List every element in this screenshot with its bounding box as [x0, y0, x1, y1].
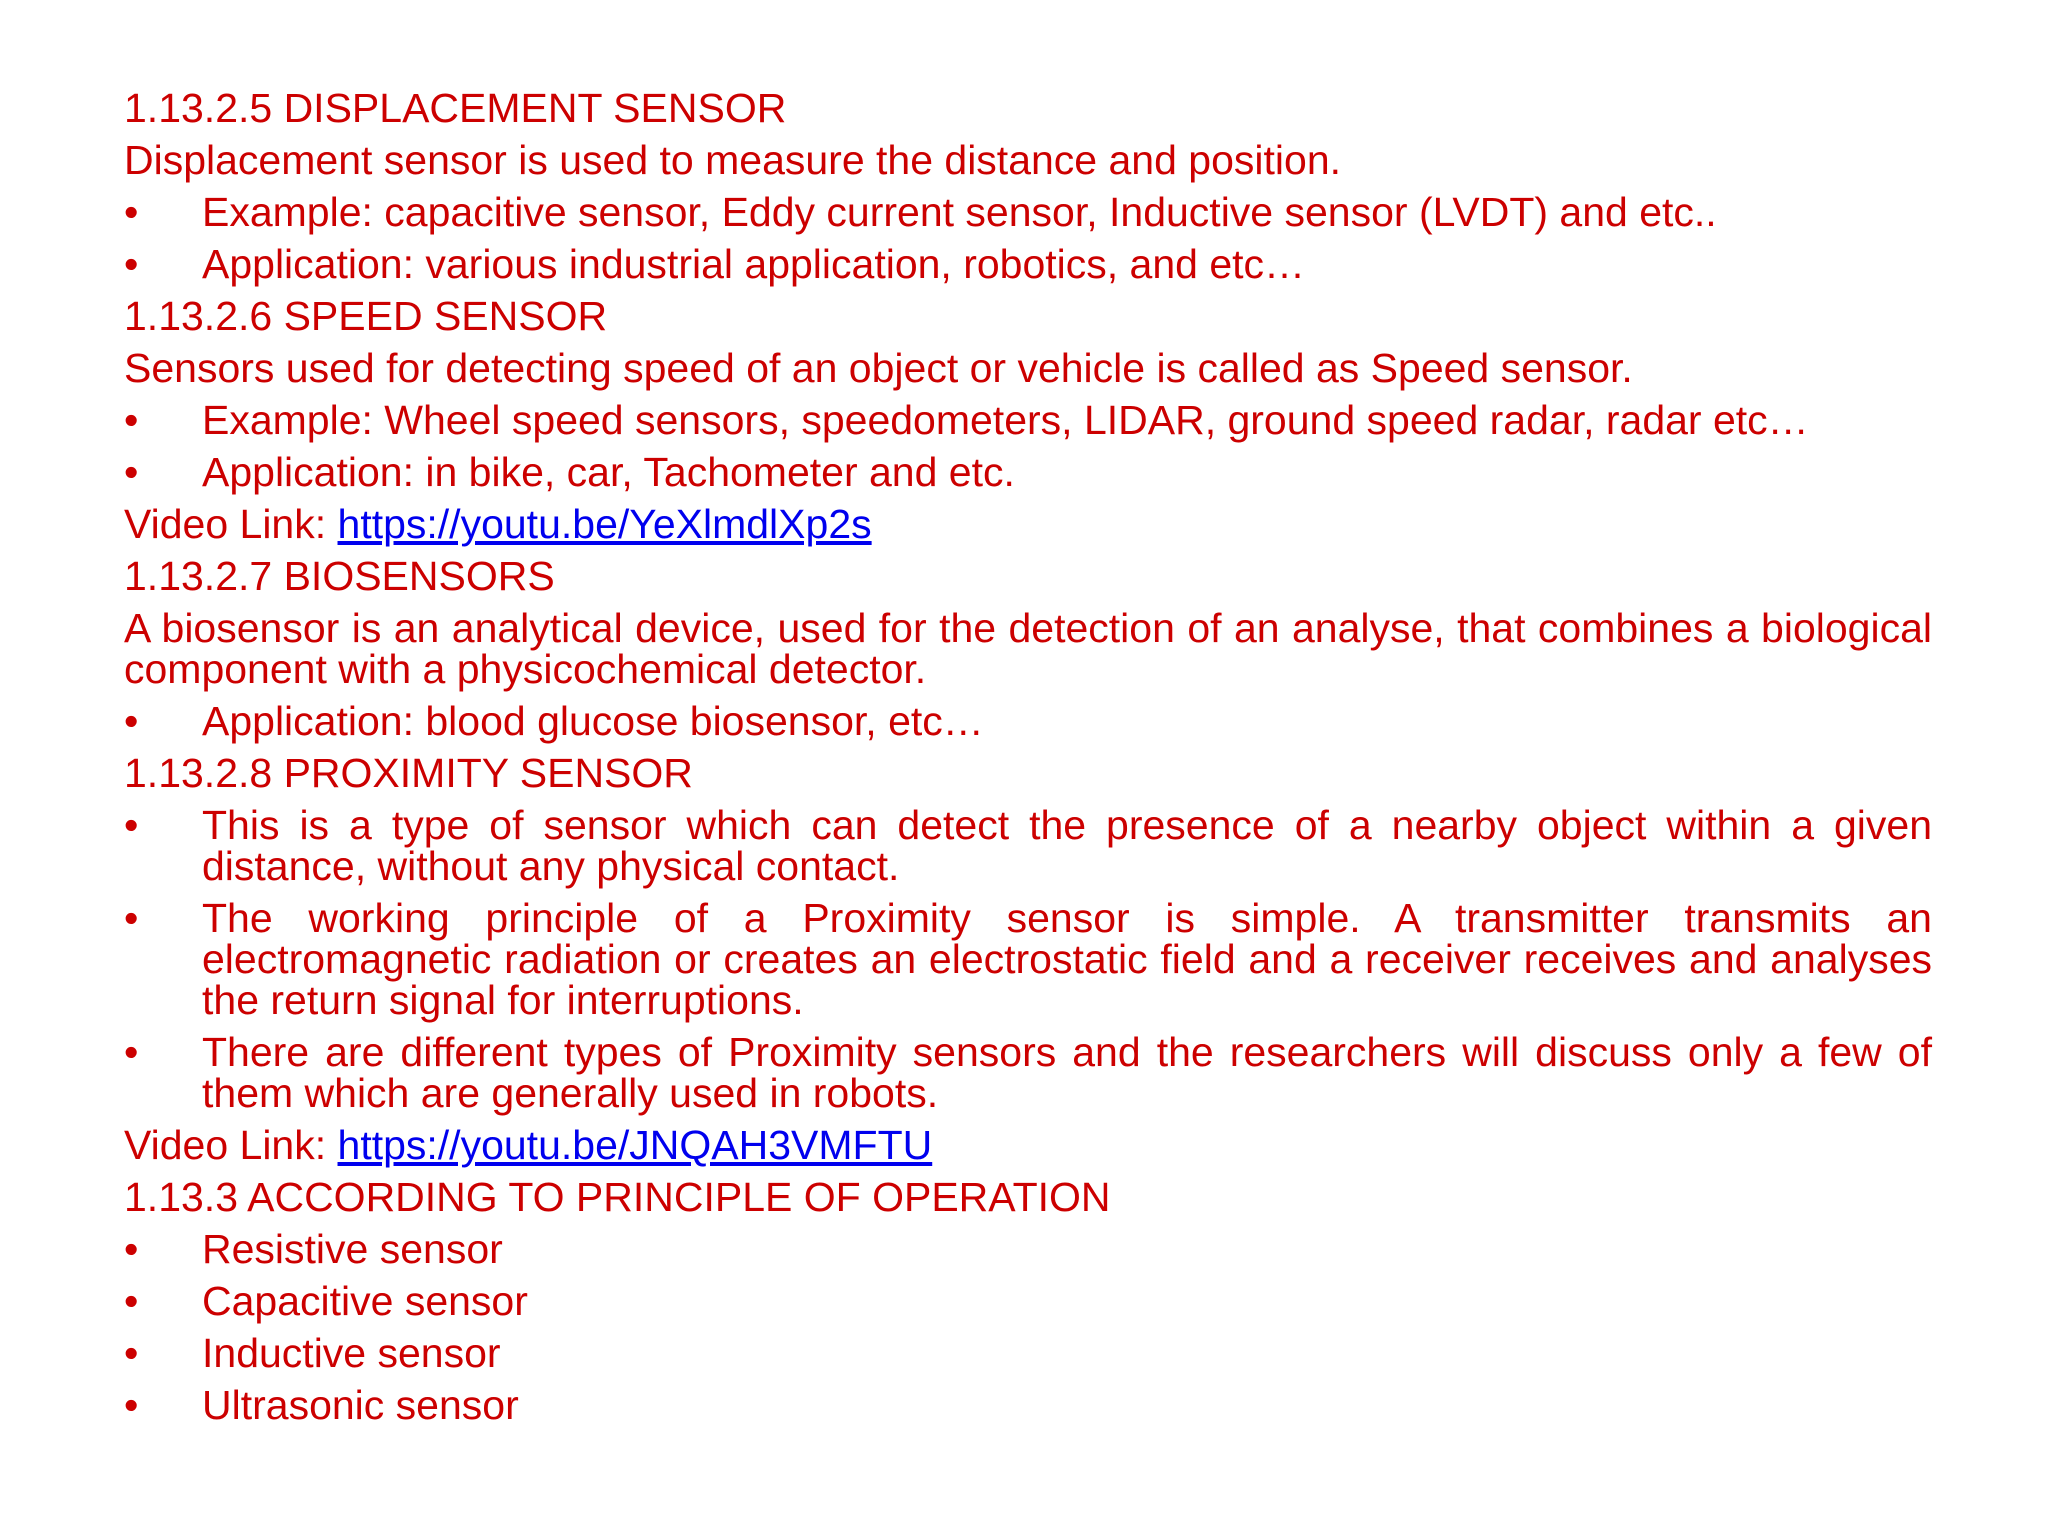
- list-item: [124, 1330, 1932, 1376]
- list-item: [124, 241, 1932, 287]
- bullet-icon: •: [124, 241, 139, 287]
- bullet-text: Application: blood glucose biosensor, etc…: [202, 698, 984, 744]
- speed-video-line: [124, 501, 1932, 547]
- document-page: [124, 85, 1932, 1437]
- bullet-text: Application: in bike, car, Tachometer and etc.: [202, 449, 1015, 495]
- bullet-text: Inductive sensor: [202, 1330, 501, 1376]
- bullet-icon: •: [124, 802, 139, 848]
- speed-description: Sensors used for detecting speed of an object or vehicle is called as Speed sensor.: [124, 345, 1633, 391]
- biosensors-heading: 1.13.2.7 BIOSENSORS: [124, 553, 555, 599]
- bullet-text: Example: Wheel speed sensors, speedometers, LIDAR, ground speed radar, radar etc…: [202, 397, 1809, 443]
- speed-video-link[interactable]: https://youtu.be/YeXlmdlXp2s: [337, 501, 872, 547]
- bullet-icon: •: [124, 1278, 139, 1324]
- list-item: [124, 802, 1932, 889]
- bullet-icon: •: [124, 449, 139, 495]
- list-item: [124, 1382, 1932, 1428]
- list-item: [124, 189, 1932, 235]
- proximity-heading: 1.13.2.8 PROXIMITY SENSOR: [124, 750, 693, 796]
- bullet-icon: •: [124, 1382, 139, 1428]
- bullet-text: Resistive sensor: [202, 1226, 503, 1272]
- video-link-label: Video Link:: [124, 1122, 338, 1168]
- list-item: [124, 397, 1932, 443]
- bullet-icon: •: [124, 698, 139, 744]
- list-item: [124, 895, 1932, 1023]
- list-item: [124, 1226, 1932, 1272]
- bullet-icon: •: [124, 1226, 139, 1272]
- bullet-text: Ultrasonic sensor: [202, 1382, 519, 1428]
- bullet-text: There are different types of Proximity sensors and the researchers will discuss only a few of them which are generally used in robots.: [202, 1029, 1932, 1116]
- bullet-icon: •: [124, 1330, 139, 1376]
- video-link-label: Video Link:: [124, 501, 338, 547]
- bullet-icon: •: [124, 189, 139, 235]
- displacement-heading: 1.13.2.5 DISPLACEMENT SENSOR: [124, 85, 787, 131]
- bullet-icon: •: [124, 895, 139, 941]
- proximity-video-link[interactable]: https://youtu.be/JNQAH3VMFTU: [337, 1122, 933, 1168]
- speed-heading: 1.13.2.6 SPEED SENSOR: [124, 293, 608, 339]
- list-item: [124, 1278, 1932, 1324]
- bullet-text: The working principle of a Proximity sensor is simple. A transmitter transmits an electromagnetic radiation or creates an electrostatic field and a receiver receives and analyses the return signal for interruptions.: [202, 895, 1932, 1023]
- bullet-text: Application: various industrial application, robotics, and etc…: [202, 241, 1306, 287]
- bullet-icon: •: [124, 397, 139, 443]
- list-item: [124, 449, 1932, 495]
- list-item: [124, 698, 1932, 744]
- bullet-text: Capacitive sensor: [202, 1278, 528, 1324]
- bullet-icon: •: [124, 1029, 139, 1075]
- proximity-video-line: [124, 1122, 1932, 1168]
- bullet-text: This is a type of sensor which can detect the presence of a nearby object within a given distance, without any physical contact.: [202, 802, 1932, 889]
- biosensors-description: A biosensor is an analytical device, used for the detection of an analyse, that combines a biological component with a physicochemical detector.: [124, 605, 1932, 692]
- displacement-description: Displacement sensor is used to measure the distance and position.: [124, 137, 1342, 183]
- bullet-text: Example: capacitive sensor, Eddy current sensor, Inductive sensor (LVDT) and etc..: [202, 189, 1717, 235]
- principle-heading: 1.13.3 ACCORDING TO PRINCIPLE OF OPERATION: [124, 1174, 1111, 1220]
- list-item: [124, 1029, 1932, 1116]
